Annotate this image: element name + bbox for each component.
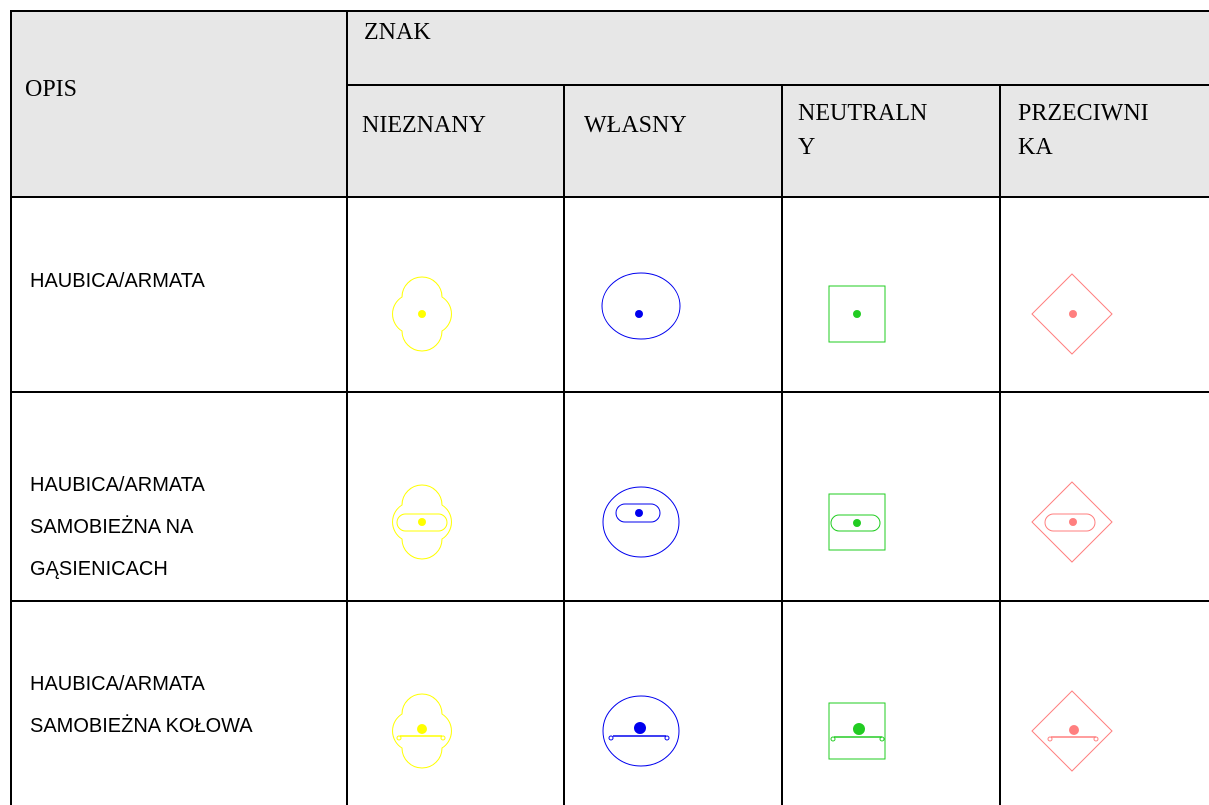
symbol-table <box>10 10 1209 805</box>
col-divider-opis <box>346 10 348 805</box>
header-col-enemy <box>1018 96 1149 164</box>
diamond-frame-icon <box>1027 477 1117 567</box>
header-col-neutral-line1: NEUTRALN <box>798 100 928 126</box>
quatrefoil-frame-icon <box>377 686 467 776</box>
table-border-left <box>10 10 12 805</box>
friendly-tracked-howitzer-symbol <box>596 477 686 567</box>
table-border-top <box>10 10 1209 12</box>
square-frame-icon <box>812 477 902 567</box>
diamond-frame-icon <box>1027 269 1117 359</box>
col-divider-unknown <box>563 86 565 805</box>
row-2-label-line: SAMOBIEŻNA NA <box>30 516 194 538</box>
row-2-label <box>30 464 205 590</box>
row-1-bottom-border <box>10 391 1209 393</box>
row-1-label-line: HAUBICA/ARMATA <box>30 270 205 292</box>
header-bottom-border <box>10 196 1209 198</box>
row-1-label <box>30 260 205 302</box>
header-col-friendly: WŁASNY <box>584 112 687 138</box>
header-opis: OPIS <box>25 76 78 102</box>
col-divider-friendly <box>781 86 783 805</box>
row-3-label <box>30 663 253 747</box>
circle-frame-icon <box>596 269 686 359</box>
header-col-enemy-line1: PRZECIWNI <box>1018 100 1149 126</box>
unknown-howitzer-symbol <box>377 269 467 359</box>
row-2-label-line: GĄSIENICACH <box>30 558 168 580</box>
neutral-wheeled-howitzer-symbol <box>812 686 902 776</box>
square-frame-icon <box>812 686 902 776</box>
diamond-frame-icon <box>1027 686 1117 776</box>
circle-frame-icon <box>596 686 686 776</box>
row-2-label-line: HAUBICA/ARMATA <box>30 474 205 496</box>
header-subdivider <box>347 84 1209 86</box>
row-3-label-line: HAUBICA/ARMATA <box>30 673 205 695</box>
row-3-label-line: SAMOBIEŻNA KOŁOWA <box>30 715 253 737</box>
quatrefoil-frame-icon <box>377 477 467 567</box>
hostile-tracked-howitzer-symbol <box>1027 477 1117 567</box>
unknown-tracked-howitzer-symbol <box>377 477 467 567</box>
col-divider-neutral <box>999 86 1001 805</box>
neutral-tracked-howitzer-symbol <box>812 477 902 567</box>
row-2-bottom-border <box>10 600 1209 602</box>
header-col-enemy-line2: KA <box>1018 134 1053 160</box>
header-col-unknown: NIEZNANY <box>362 112 486 138</box>
header-col-neutral <box>798 96 927 164</box>
header-col-neutral-line2: Y <box>798 134 816 160</box>
circle-frame-icon <box>596 477 686 567</box>
quatrefoil-frame-icon <box>377 269 467 359</box>
neutral-howitzer-symbol <box>812 269 902 359</box>
header-znak: ZNAK <box>364 19 431 45</box>
friendly-wheeled-howitzer-symbol <box>596 686 686 776</box>
friendly-howitzer-symbol <box>596 269 686 359</box>
hostile-howitzer-symbol <box>1027 269 1117 359</box>
square-frame-icon <box>812 269 902 359</box>
unknown-wheeled-howitzer-symbol <box>377 686 467 776</box>
hostile-wheeled-howitzer-symbol <box>1027 686 1117 776</box>
